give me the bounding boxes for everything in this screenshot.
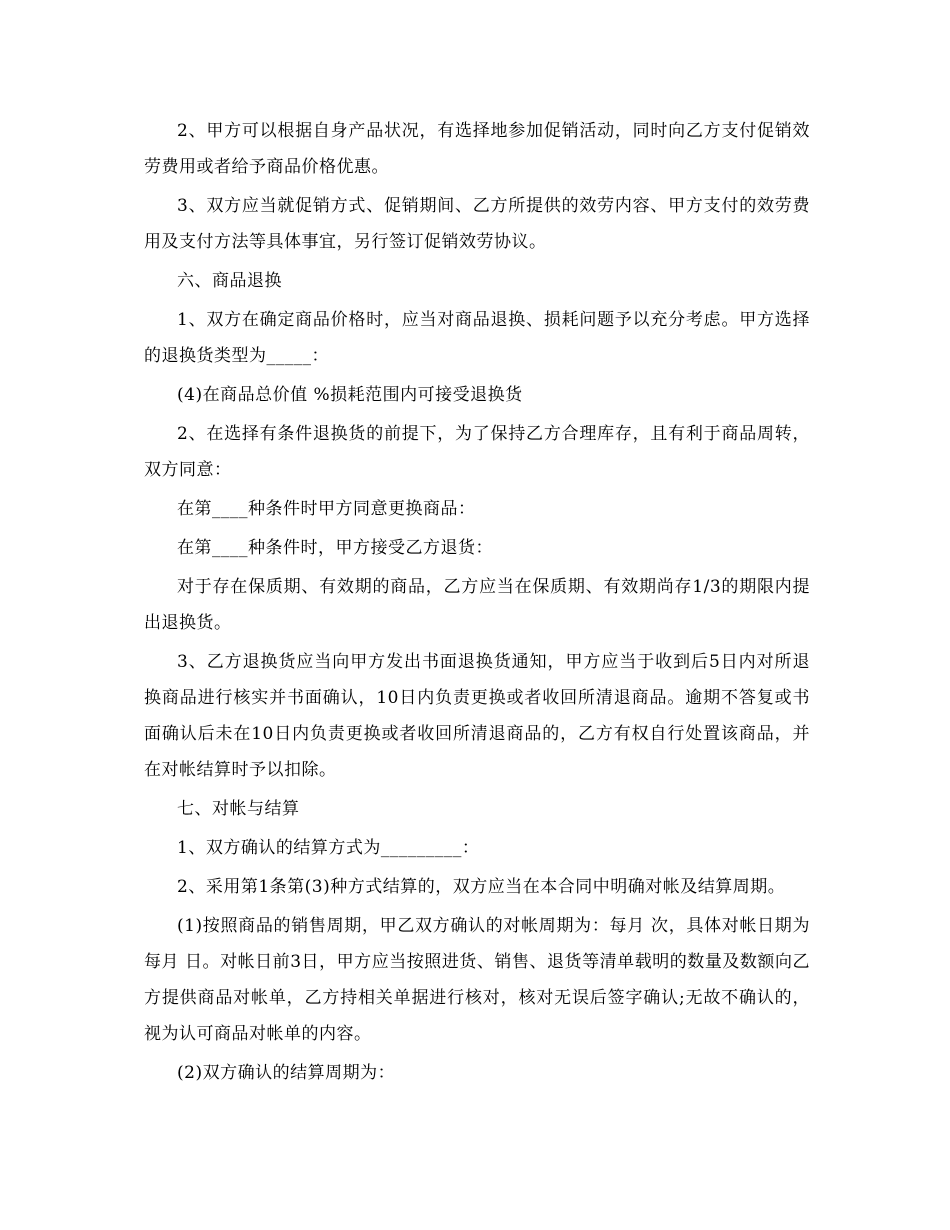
paragraph-loss-range: (4)在商品总价值 %损耗范围内可接受退换货 <box>177 385 523 405</box>
paragraph-exchange-condition: 在第____种条件时甲方同意更换商品： <box>177 499 476 519</box>
paragraph-promotion-agreement: 3、双方应当就促销方式、促销期间、乙方所提供的效劳内容、甲方支付的效劳费用及支付方法等具体事宜，另行签订促销效劳协议。 <box>144 196 810 252</box>
paragraph-settlement-method: 1、双方确认的结算方式为_________： <box>177 838 480 858</box>
paragraph-return-condition: 在第____种条件时，甲方接受乙方退货： <box>177 538 493 558</box>
paragraph-return-type: 1、双方在确定商品价格时，应当对商品退换、损耗问题予以充分考虑。甲方选择的退换货类型为_____： <box>144 310 810 366</box>
paragraph-settlement-period: (2)双方确认的结算周期为： <box>177 1063 396 1083</box>
paragraph-reconciliation-cycle: (1)按照商品的销售周期，甲乙双方确认的对帐周期为：每月 次，具体对帐日期为每月 日。对帐日前3日，甲方应当按照进货、销售、退货等清单载明的数量及数额向乙方提供商品对帐单，乙方持相关单据进行核对，核对无误后签字确认;无故不确认的，视为认可商品对帐单的内容。 <box>144 916 810 1044</box>
paragraph-shelf-life: 对于存在保质期、有效期的商品，乙方应当在保质期、有效期尚存1/3的期限内提出退换货。 <box>144 577 810 633</box>
paragraph-settlement-cycle-clause: 2、采用第1条第(3)种方式结算的，双方应当在本合同中明确对帐及结算周期。 <box>177 877 786 897</box>
paragraph-return-notice: 3、乙方退换货应当向甲方发出书面退换货通知，甲方应当于收到后5日内对所退换商品进行核实并书面确认，10日内负责更换或者收回所清退商品。逾期不答复或书面确认后未在10日内负责更换或者收回所清退商品的，乙方有权自行处置该商品，并在对帐结算时予以扣除。 <box>144 652 810 780</box>
document-body <box>144 113 810 1094</box>
paragraph-conditional-returns: 2、在选择有条件退换货的前提下，为了保持乙方合理库存，且有利于商品周转，双方同意： <box>144 424 810 480</box>
paragraph-promotion-discount: 2、甲方可以根据自身产品状况，有选择地参加促销活动，同时向乙方支付促销效劳费用或者给予商品价格优惠。 <box>144 121 810 177</box>
section-heading-returns: 六、商品退换 <box>177 271 282 291</box>
section-heading-settlement: 七、对帐与结算 <box>177 799 300 819</box>
